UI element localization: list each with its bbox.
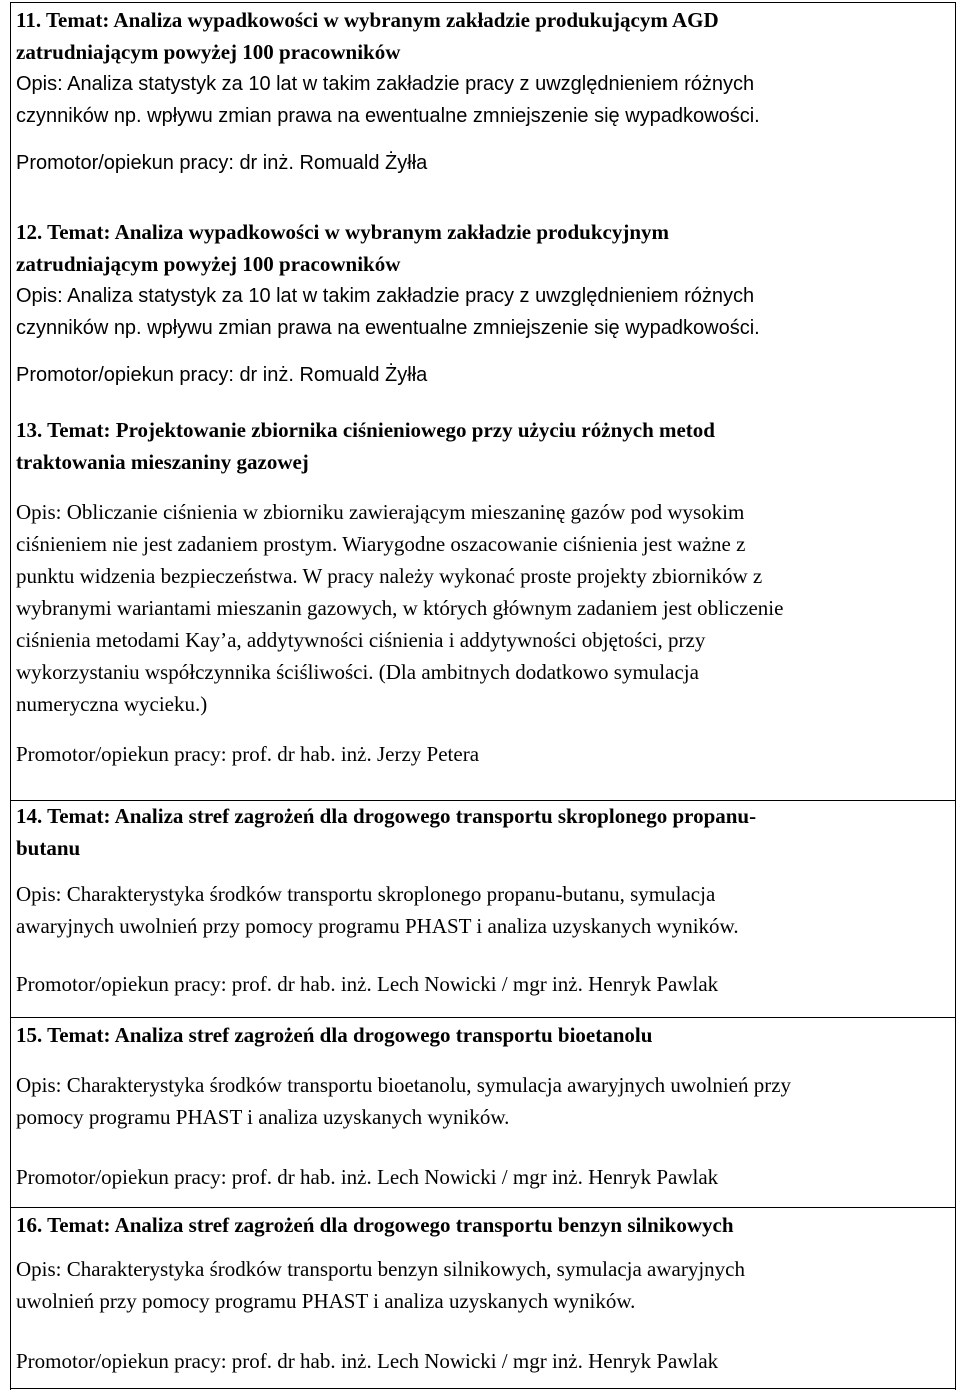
topic-description: czynników np. wpływu zmian prawa na ewentualne zmniejszenie się wypadkowości.: [16, 105, 760, 127]
topic-13: [11, 414, 955, 770]
topic-promotor: Promotor/opiekun pracy: prof. dr hab. inż. Jerzy Petera: [16, 742, 480, 766]
topic-12: [11, 216, 955, 391]
topic-promotor: Promotor/opiekun pracy: prof. dr hab. inż. Lech Nowicki / mgr inż. Henryk Pawlak: [16, 1349, 719, 1373]
topic-promotor: Promotor/opiekun pracy: dr inż. Romuald Żyłła: [16, 152, 428, 174]
topic-description: Opis: Analiza statystyk za 10 lat w takim zakładzie pracy z uwzględnieniem różnych: [16, 73, 755, 95]
topic-description: Opis: Charakterystyka środków transportu benzyn silnikowych, symulacja awaryjnych: [16, 1257, 746, 1281]
topic-11: [11, 4, 955, 179]
row-divider: [10, 1017, 956, 1018]
topic-description: Opis: Analiza statystyk za 10 lat w takim zakładzie pracy z uwzględnieniem różnych: [16, 285, 755, 307]
topic-description: awaryjnych uwolnień przy pomocy programu PHAST i analiza uzyskanych wyników.: [16, 914, 739, 938]
topic-title: 12. Temat: Analiza wypadkowości w wybranym zakładzie produkcyjnym: [16, 220, 670, 244]
topic-title: 13. Temat: Projektowanie zbiornika ciśnieniowego przy użyciu różnych metod: [16, 418, 715, 442]
topic-title: 15. Temat: Analiza stref zagrożeń dla drogowego transportu bioetanolu: [16, 1023, 653, 1047]
topic-15: [11, 1019, 955, 1193]
topic-description: wybranymi wariantami mieszanin gazowych, w których głównym zadaniem jest obliczenie: [16, 596, 784, 620]
row-divider: [10, 1207, 956, 1208]
topic-description: ciśnienia metodami Kay’a, addytywności ciśnienia i addytywności objętości, przy: [16, 628, 706, 652]
topic-description: Opis: Charakterystyka środków transportu skroplonego propanu-butanu, symulacja: [16, 882, 716, 906]
topic-14: [11, 800, 955, 1000]
topic-description: wykorzystaniu współczynnika ściśliwości. (Dla ambitnych dodatkowo symulacja: [16, 660, 699, 684]
topic-title: 16. Temat: Analiza stref zagrożeń dla drogowego transportu benzyn silnikowych: [16, 1213, 734, 1237]
topic-title: butanu: [16, 836, 81, 860]
topic-description: Opis: Charakterystyka środków transportu bioetanolu, symulacja awaryjnych uwolnień przy: [16, 1073, 792, 1097]
topic-description: numeryczna wycieku.): [16, 692, 208, 716]
topic-promotor: Promotor/opiekun pracy: prof. dr hab. inż. Lech Nowicki / mgr inż. Henryk Pawlak: [16, 972, 719, 996]
topic-title: 14. Temat: Analiza stref zagrożeń dla drogowego transportu skroplonego propanu-: [16, 804, 757, 828]
topic-title: zatrudniającym powyżej 100 pracowników: [16, 252, 401, 276]
topic-16: [11, 1209, 955, 1377]
topic-description: czynników np. wpływu zmian prawa na ewentualne zmniejszenie się wypadkowości.: [16, 317, 760, 339]
topic-description: ciśnieniem nie jest zadaniem prostym. Wiarygodne oszacowanie ciśnienia jest ważne z: [16, 532, 746, 556]
topic-description: Opis: Obliczanie ciśnienia w zbiorniku zawierającym mieszaninę gazów pod wysokim: [16, 500, 745, 524]
table-bottom-border: [10, 1388, 956, 1389]
topic-promotor: Promotor/opiekun pracy: prof. dr hab. inż. Lech Nowicki / mgr inż. Henryk Pawlak: [16, 1165, 719, 1189]
topic-title: 11. Temat: Analiza wypadkowości w wybranym zakładzie produkującym AGD: [16, 8, 719, 32]
topic-title: zatrudniającym powyżej 100 pracowników: [16, 40, 401, 64]
topic-description: punktu widzenia bezpieczeństwa. W pracy należy wykonać proste projekty zbiorników z: [16, 564, 763, 588]
topic-promotor: Promotor/opiekun pracy: dr inż. Romuald Żyłła: [16, 364, 428, 386]
topic-title: traktowania mieszaniny gazowej: [16, 450, 309, 474]
topic-description: uwolnień przy pomocy programu PHAST i analiza uzyskanych wyników.: [16, 1289, 636, 1313]
topic-description: pomocy programu PHAST i analiza uzyskanych wyników.: [16, 1105, 510, 1129]
